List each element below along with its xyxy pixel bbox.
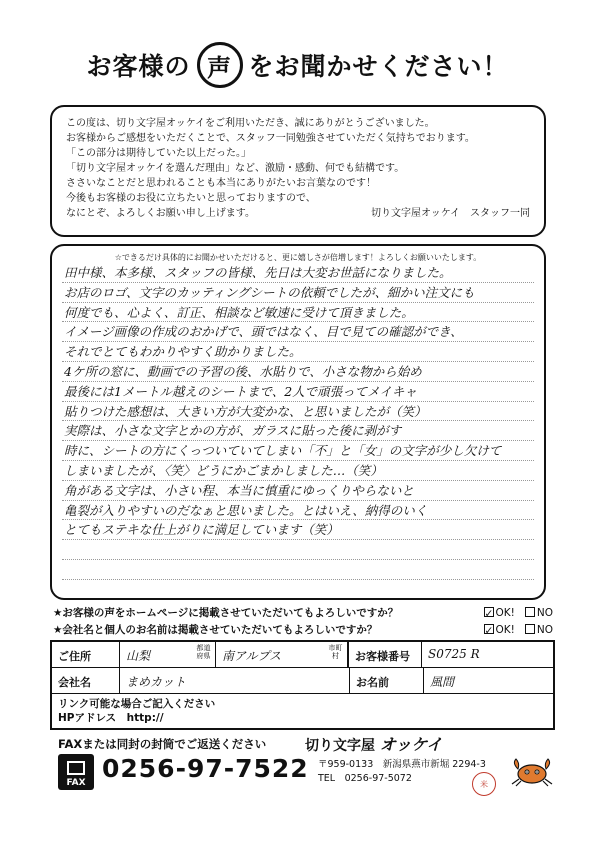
ok-checkbox[interactable]: ✓ (484, 607, 494, 620)
company-address (318, 758, 486, 786)
intro-line: 「切り文字屋オッケイを選んだ理由」など、激励・感動、何でも結構です。 (66, 163, 405, 174)
consent-homepage-options: ✓ OK! NO (484, 606, 553, 620)
comment-line: 亀裂が入りやすいのだなぁと思いました。とはいえ、納得のいく (62, 501, 534, 521)
fax-number: 0256-97-7522 (102, 754, 309, 783)
hanko-stamp: 米 (472, 772, 496, 796)
intro-line: ささいなことだと思われることも本当にありがたいお言葉なのです！ (66, 178, 376, 189)
consent-names-options: ✓ OK! NO (484, 623, 553, 637)
city-small-label: 市町村 (324, 642, 348, 667)
company-brand: オッケイ (379, 735, 443, 754)
fax-paper-icon (67, 761, 85, 775)
comment-note: ☆できるだけ具体的にお聞かせいただけると、更に嬉しさが倍増します！よろしくお願いいたします。 (114, 253, 482, 262)
comment-line: 実際は、小さな文字とかの方が、ガラスに貼った後に剥がす (62, 421, 534, 441)
name-value[interactable]: 風間 (430, 675, 455, 689)
consent-names-question: ★会社名と個人のお名前は掲載させていただいてもよろしいですか？ (53, 624, 378, 636)
company-tel: TEL 0256-97-5072 (318, 773, 412, 784)
consent-names (53, 622, 553, 637)
comment-line: お店のロゴ、文字のカッティングシートの依頼でしたが、細かい注文にも (62, 283, 534, 303)
intro-line: この度は、切り文字屋オッケイをご利用いただき、誠にありがとうございました。 (66, 118, 435, 129)
company-name (305, 732, 442, 755)
no-checkbox[interactable] (525, 607, 535, 617)
link-row (52, 694, 553, 728)
comment-line: しまいましたが、〈笑〉どうにかごまかしました…（笑） (62, 461, 534, 481)
comment-line (62, 540, 534, 560)
page-title (0, 40, 595, 90)
intro-line: 今後もお客様のお役に立ちたいと思っておりますので、 (66, 193, 316, 204)
title-after: をお聞かせください！ (248, 52, 509, 81)
postal-address: 〒959-0133 新潟県燕市新堀 2294-3 (318, 759, 486, 770)
company-label: 会社名 (52, 668, 120, 693)
hp-address-field[interactable]: HPアドレス http:// (58, 712, 164, 724)
comment-line: 4ケ所の窓に、動画での予習の後、水貼りで、小さな物から始め (62, 362, 534, 382)
comment-box (50, 244, 546, 600)
address-label: ご住所 (52, 642, 120, 667)
voice-badge: 声 (197, 42, 243, 88)
fax-icon (58, 754, 94, 790)
consent-homepage (53, 605, 553, 620)
company-row (52, 668, 553, 694)
company-prefix: 切り文字屋 (305, 738, 375, 754)
address-row (52, 642, 553, 668)
comment-line: とてもステキな仕上がりに満足しています（笑） (62, 520, 534, 540)
comment-line: 時に、シートの方にくっついていてしまい「不」と「女」の文字が少し欠けて (62, 441, 534, 461)
link-label: リンク可能な場合ご記入ください (58, 698, 216, 710)
consent-homepage-question: ★お客様の声をホームページに掲載させていただいてもよろしいですか？ (53, 607, 399, 619)
no-checkbox[interactable] (525, 624, 535, 634)
intro-line: 「この部分は期待していた以上だった。」 (66, 148, 251, 159)
title-before: お客様の (86, 52, 191, 81)
comment-line: 角がある文字は、小さい程、本当に慎重にゆっくりやらないと (62, 481, 534, 501)
comment-line: それでとてもわかりやすく助かりました。 (62, 342, 534, 362)
name-label: お名前 (350, 668, 424, 693)
crab-mascot-icon (508, 757, 556, 787)
fax-instructions: FAXまたは同封の封筒でご返送ください (58, 737, 267, 751)
comment-line (62, 560, 534, 580)
ok-checkbox[interactable]: ✓ (484, 624, 494, 637)
intro-closing: なにとぞ、よろしくお願い申し上げます。 (66, 208, 255, 219)
intro-signature: 切り文字屋オッケイ スタッフ一同 (371, 208, 530, 219)
prefecture-small-label: 都道府県 (192, 642, 216, 667)
order-number-label: お客様番号 (348, 642, 422, 667)
comment-line: イメージ画像の作成のおかげで、頭ではなく、目で見ての確認ができ、 (62, 322, 534, 342)
intro-last-line (66, 206, 530, 221)
prefecture-value[interactable]: 山梨 (126, 649, 151, 663)
fax-icon-label: FAX (66, 778, 86, 788)
customer-form (50, 640, 555, 730)
comment-line: 貼りつけた感想は、大きい方が大変かな、と思いましたが（笑） (62, 402, 534, 422)
comment-line: 最後には1メートル越えのシートまで、2人で頑張ってメイキャ (62, 382, 534, 402)
city-value[interactable]: 南アルプス (222, 649, 282, 663)
intro-line: お客様からご感想をいただくことで、スタッフ一同勉強させていただく気持ちでおります。 (66, 133, 475, 144)
comment-line: 田中様、本多様、スタッフの皆様、先日は大変お世話になりました。 (62, 263, 534, 283)
company-value[interactable]: まめカット (120, 668, 350, 693)
comment-line: 何度でも、心よく、訂正、相談など敏速に受けて頂きました。 (62, 303, 534, 323)
intro-box (50, 105, 546, 237)
order-number-value[interactable]: S0725 R (428, 647, 480, 661)
